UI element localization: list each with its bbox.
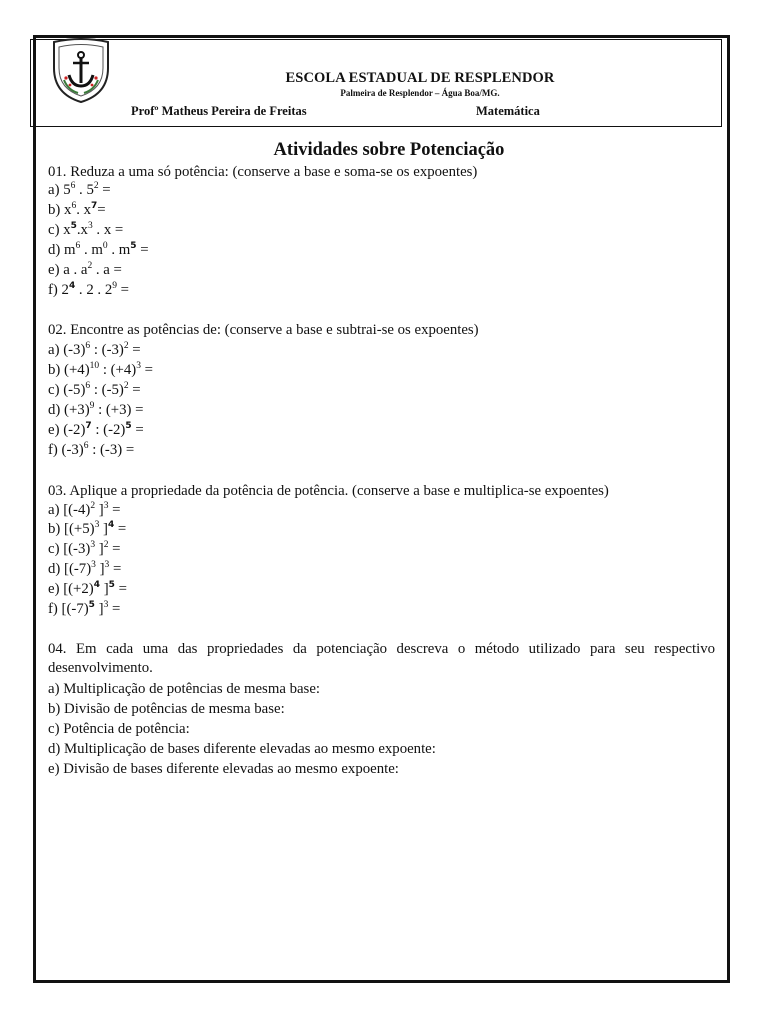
list-item xyxy=(48,520,126,538)
exponent: 6 xyxy=(75,241,81,251)
exponent: 5 xyxy=(108,580,115,590)
list-item xyxy=(48,381,141,399)
item-text: c) x xyxy=(48,222,71,238)
exponent: 6 xyxy=(85,381,91,391)
item-text: d) m xyxy=(48,242,76,258)
item-text: . m xyxy=(80,242,103,258)
teacher-name: Profº Matheus Pereira de Freitas xyxy=(131,104,307,118)
list-item: a) Multiplicação de potências de mesma base: xyxy=(48,681,320,697)
question-2-prompt: 02. Encontre as potências de: (conserve a base e subtrai-se os expoentes) xyxy=(48,322,479,338)
item-text: . x xyxy=(76,202,91,218)
list-item xyxy=(48,181,111,199)
item-text: = xyxy=(108,601,121,617)
exponent: 6 xyxy=(83,441,89,451)
list-item xyxy=(48,241,149,259)
exponent: 3 xyxy=(91,560,96,570)
item-text: f) (-3) xyxy=(48,442,84,458)
item-text: = xyxy=(140,362,154,378)
exponent: 5 xyxy=(130,241,137,251)
list-item xyxy=(48,540,121,558)
item-text: c) (-5) xyxy=(48,382,86,398)
list-item xyxy=(48,580,127,598)
item-text: = xyxy=(128,342,141,358)
item-text: d) [(-7) xyxy=(48,561,92,577)
list-item xyxy=(48,421,144,439)
page-title: Atividades sobre Potenciação xyxy=(273,140,505,160)
school-name: ESCOLA ESTADUAL DE RESPLENDOR xyxy=(285,70,555,86)
item-text: : (-3) = xyxy=(88,442,135,458)
list-item xyxy=(48,600,120,618)
list-item xyxy=(48,281,129,299)
item-text: ] xyxy=(95,541,104,557)
item-text: e) (-2) xyxy=(48,422,86,438)
exponent: 9 xyxy=(89,401,95,411)
list-item xyxy=(48,501,121,519)
item-text: : (-2) xyxy=(91,422,126,438)
list-item xyxy=(48,261,122,279)
list-item xyxy=(48,361,153,379)
item-text: = xyxy=(131,422,144,438)
exponent: 3 xyxy=(104,560,110,570)
item-text: = xyxy=(128,382,141,398)
list-item: e) Divisão de bases diferente elevadas ao mesmo expoente: xyxy=(48,761,399,777)
item-text: . a = xyxy=(92,262,122,278)
item-text: e) [(+2) xyxy=(48,581,94,597)
exponent: 2 xyxy=(103,540,109,550)
item-text: : (+4) xyxy=(99,362,137,378)
item-text: : (+3) = xyxy=(94,402,144,418)
exponent: 5 xyxy=(88,600,95,610)
question-1-prompt: 01. Reduza a uma só potência: (conserve a base e soma-se os expoentes) xyxy=(48,164,478,180)
item-text: = xyxy=(136,242,149,258)
exponent: 6 xyxy=(85,341,91,351)
question-4-prompt-line-1: 04. Em cada uma das propriedades da potenciação descreva o método utilizado para seu respectivo xyxy=(48,641,715,657)
list-item: d) Multiplicação de bases diferente elevadas ao mesmo expoente: xyxy=(48,741,436,757)
item-text: e) a . a xyxy=(48,262,88,278)
item-text: = xyxy=(114,521,127,537)
item-text: d) (+3) xyxy=(48,402,90,418)
exponent: 3 xyxy=(94,520,100,530)
item-text: c) [(-3) xyxy=(48,541,91,557)
exponent: 3 xyxy=(87,221,93,231)
list-item xyxy=(48,201,106,219)
exponent: 10 xyxy=(89,361,100,371)
item-text: ] xyxy=(99,521,108,537)
item-text: ] xyxy=(95,502,104,518)
item-text: = xyxy=(116,282,130,298)
question-3-prompt: 03. Aplique a propriedade da potência de potência. (conserve a base e multiplica-se expoentes) xyxy=(48,483,609,499)
exponent: 7 xyxy=(90,201,98,211)
item-text: b) [(+5) xyxy=(48,521,95,537)
exponent: 2 xyxy=(123,341,129,351)
item-text: . x = xyxy=(92,222,124,238)
item-text: ] xyxy=(94,601,104,617)
list-item xyxy=(48,560,121,578)
item-text: . 5 xyxy=(75,182,94,198)
exponent: 5 xyxy=(125,421,132,431)
exponent: 3 xyxy=(136,361,141,371)
exponent: 3 xyxy=(103,501,109,511)
item-text: : (-5) xyxy=(90,382,124,398)
exponent: 3 xyxy=(103,600,109,610)
item-text: = xyxy=(108,502,121,518)
exponent: 9 xyxy=(112,281,117,291)
exponent: 2 xyxy=(87,261,93,271)
item-text: a) 5 xyxy=(48,182,71,198)
item-text: a) [(-4) xyxy=(48,502,91,518)
school-crest-icon xyxy=(50,38,112,104)
list-item: b) Divisão de potências de mesma base: xyxy=(48,701,285,717)
list-item xyxy=(48,221,123,239)
item-text: ] xyxy=(95,561,105,577)
item-text: . m xyxy=(107,242,131,258)
item-text: = xyxy=(114,581,127,597)
item-text: f) 2 xyxy=(48,282,69,298)
list-item xyxy=(48,401,144,419)
item-text: f) [(-7) xyxy=(48,601,89,617)
exponent: 4 xyxy=(107,520,115,530)
exponent: 3 xyxy=(90,540,96,550)
exponent: 5 xyxy=(70,221,77,231)
subject-name: Matemática xyxy=(476,104,540,118)
exponent: 2 xyxy=(90,501,96,511)
question-4-prompt-line-2: desenvolvimento. xyxy=(48,660,153,676)
list-item: c) Potência de potência: xyxy=(48,721,190,737)
item-text: : (-3) xyxy=(90,342,124,358)
item-text: a) (-3) xyxy=(48,342,86,358)
item-text: = xyxy=(108,541,121,557)
item-text: b) (+4) xyxy=(48,362,90,378)
exponent: 4 xyxy=(93,580,100,590)
exponent: 6 xyxy=(70,181,76,191)
exponent: 2 xyxy=(93,181,99,191)
item-text: ] xyxy=(100,581,109,597)
item-text: b) x xyxy=(48,202,72,218)
item-text: = xyxy=(109,561,122,577)
exponent: 0 xyxy=(102,241,108,251)
exponent: 4 xyxy=(68,281,76,291)
exponent: 6 xyxy=(71,201,77,211)
school-location: Palmeira de Resplendor – Água Boa/MG. xyxy=(340,88,500,98)
item-text: .x xyxy=(76,222,88,238)
item-text: = xyxy=(97,202,106,218)
item-text: = xyxy=(98,182,111,198)
exponent: 2 xyxy=(123,381,129,391)
exponent: 7 xyxy=(85,421,92,431)
list-item xyxy=(48,441,134,459)
list-item xyxy=(48,341,141,359)
item-text: . 2 . 2 xyxy=(75,282,113,298)
